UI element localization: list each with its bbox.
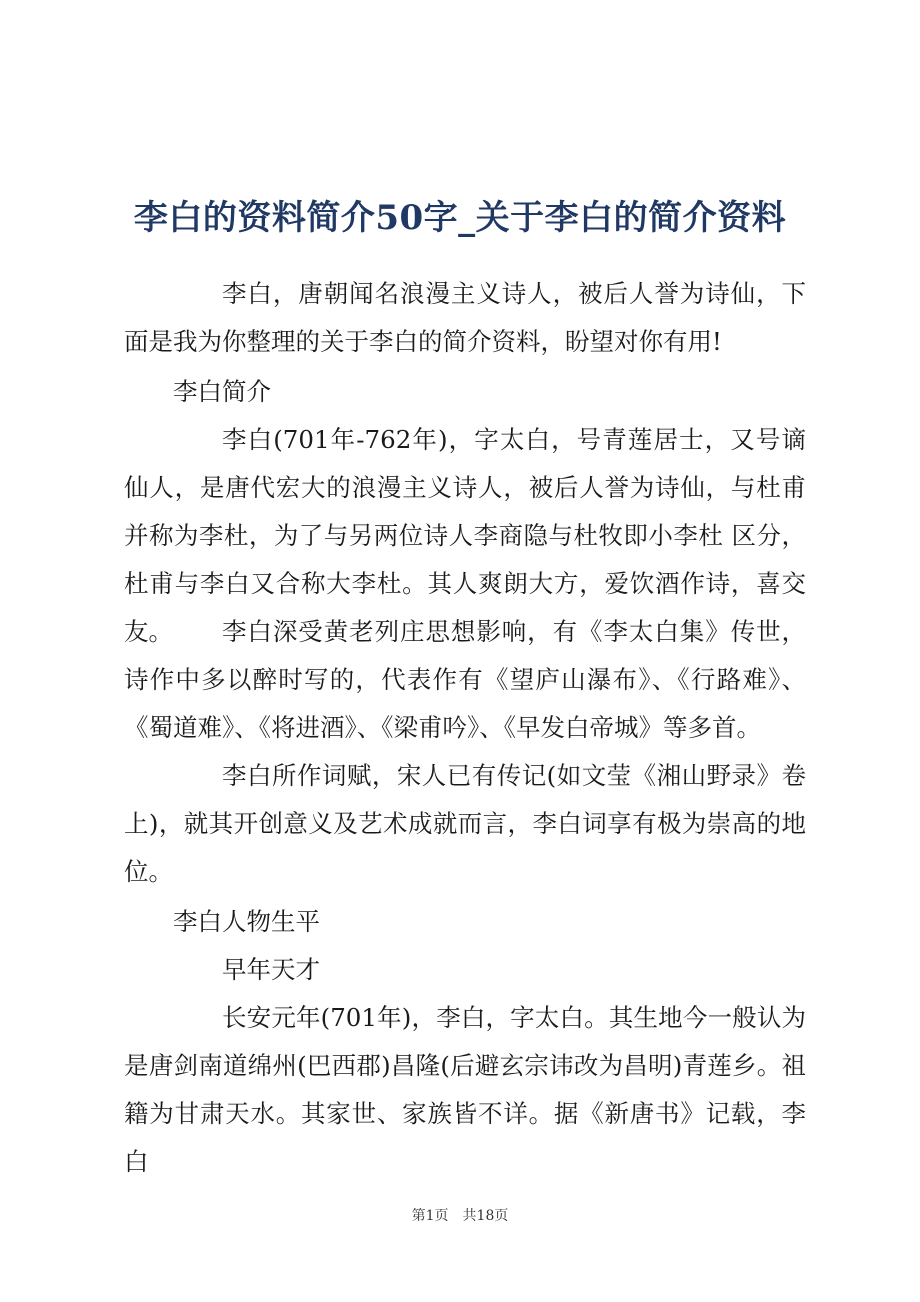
document-title: 李白的资料简介50字_关于李白的简介资料 xyxy=(133,198,787,238)
intro-paragraph: 李白，唐朝闻名浪漫主义诗人，被后人誉为诗仙，下面是我为你整理的关于李白的简介资料，盼望对你有用! xyxy=(124,279,806,356)
section-heading-biography: 李白简介 xyxy=(173,377,271,406)
page-number-footer: 第1页 共18页 xyxy=(411,1208,509,1224)
section-heading-life: 李白人物生平 xyxy=(173,907,320,936)
subsection-heading-early-years: 早年天才 xyxy=(222,955,320,984)
biography-paragraph-3: 李白所作词赋，宋人已有传记(如文莹《湘山野录》卷上)，就其开创意义及艺术成就而言，李白词享有极为崇高的地位。 xyxy=(124,761,806,886)
biography-paragraph-1: 李白(701年-762年)，字太白，号青莲居士，又号谪仙人，是唐代宏大的浪漫主义诗人，被后人誉为诗仙，与杜甫并称为李杜，为了与另两位诗人李商隐与杜牧即小李杜 区分，杜甫与李白又合称大李杜。其人爽朗大方，爱饮酒作诗，喜交友。 xyxy=(124,425,806,646)
biography-paragraph-2: 李白深受黄老列庄思想影响，有《李太白集》传世，诗作中多以醉时写的，代表作有《望庐山瀑布》、《行路难》、《蜀道难》、《将进酒》、《梁甫吟》、《早发白帝城》等多首。 xyxy=(124,617,806,742)
life-paragraph-1: 长安元年(701年)，李白，字太白。其生地今一般认为是唐剑南道绵州(巴西郡)昌隆(后避玄宗讳改为昌明)青莲乡。祖籍为甘肃天水。其家世、家族皆不详。据《新唐书》记载，李白 xyxy=(124,1003,806,1176)
